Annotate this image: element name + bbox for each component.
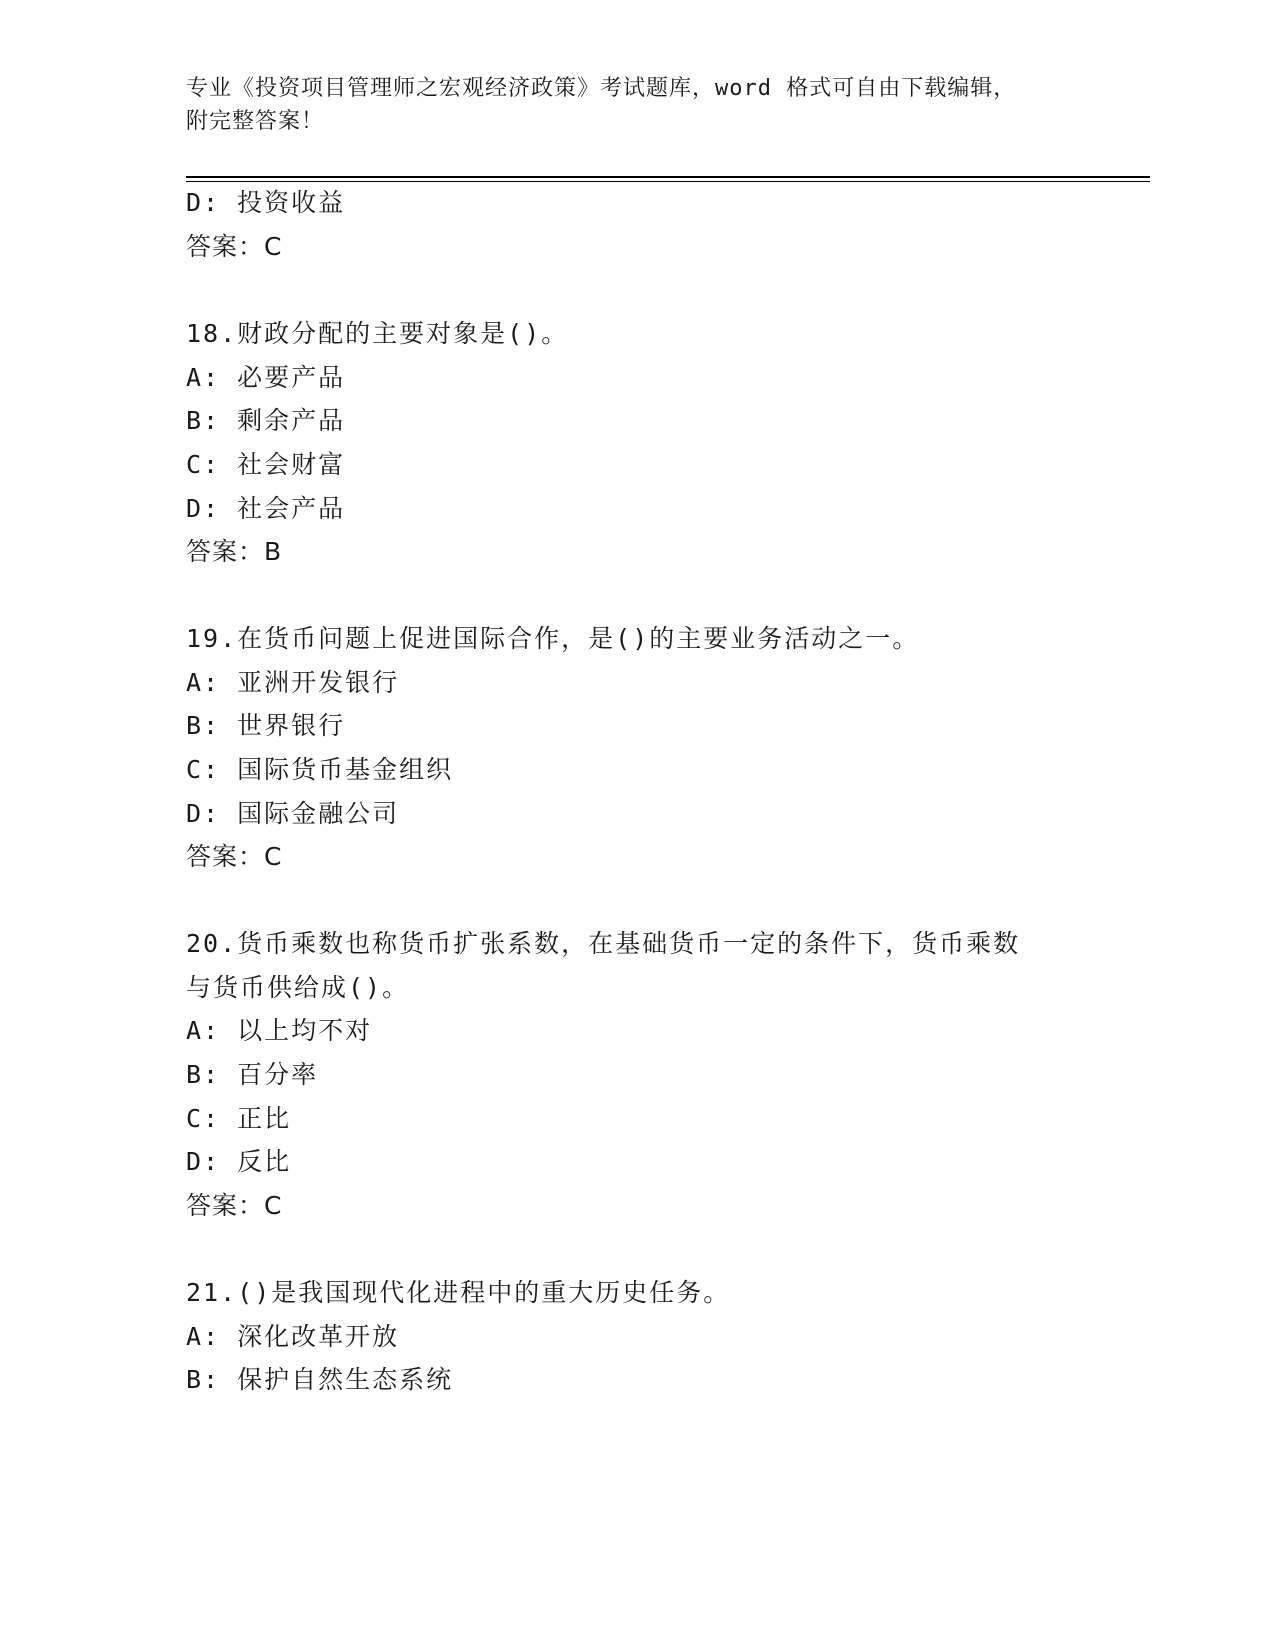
header-divider-thin [186,181,1150,182]
answer-line: 答案：C [186,1191,283,1220]
option-c-line: C: 社会财富 [186,450,346,479]
option-b-line: B: 世界银行 [186,711,346,740]
option-a-line: A: 亚洲开发银行 [186,668,400,697]
option-c-line: C: 正比 [186,1104,292,1133]
option-c-line: C: 国际货币基金组织 [186,755,454,784]
question-20-continued: 与货币供给成()。 [186,973,410,1002]
question-19: 19.在货币问题上促进国际合作，是()的主要业务活动之一。 [186,624,920,653]
option-b-line: B: 百分率 [186,1060,319,1089]
question-20: 20.货币乘数也称货币扩张系数，在基础货币一定的条件下，货币乘数 [186,929,1021,958]
option-d-line: D: 社会产品 [186,494,346,523]
option-d-line: D: 投资收益 [186,188,346,217]
option-d-line: D: 反比 [186,1147,292,1176]
option-a-line: A: 深化改革开放 [186,1322,400,1351]
option-a-line: A: 以上均不对 [186,1016,373,1045]
option-b-line: B: 保护自然生态系统 [186,1365,454,1394]
question-18: 18.财政分配的主要对象是()。 [186,319,569,348]
answer-line: 答案：C [186,842,283,871]
option-a-line: A: 必要产品 [186,363,346,392]
option-b-line: B: 剩余产品 [186,406,346,435]
header-line-2: 附完整答案！ [186,109,325,134]
header-line-1: 专业《投资项目管理师之宏观经济政策》考试题库，word 格式可自由下载编辑， [186,76,1017,101]
document-header [186,72,1086,138]
option-d-line: D: 国际金融公司 [186,799,400,828]
header-divider-thick [186,176,1150,178]
answer-line: 答案：B [186,537,283,566]
answer-line: 答案：C [186,232,283,261]
question-21: 21.()是我国现代化进程中的重大历史任务。 [186,1278,731,1307]
